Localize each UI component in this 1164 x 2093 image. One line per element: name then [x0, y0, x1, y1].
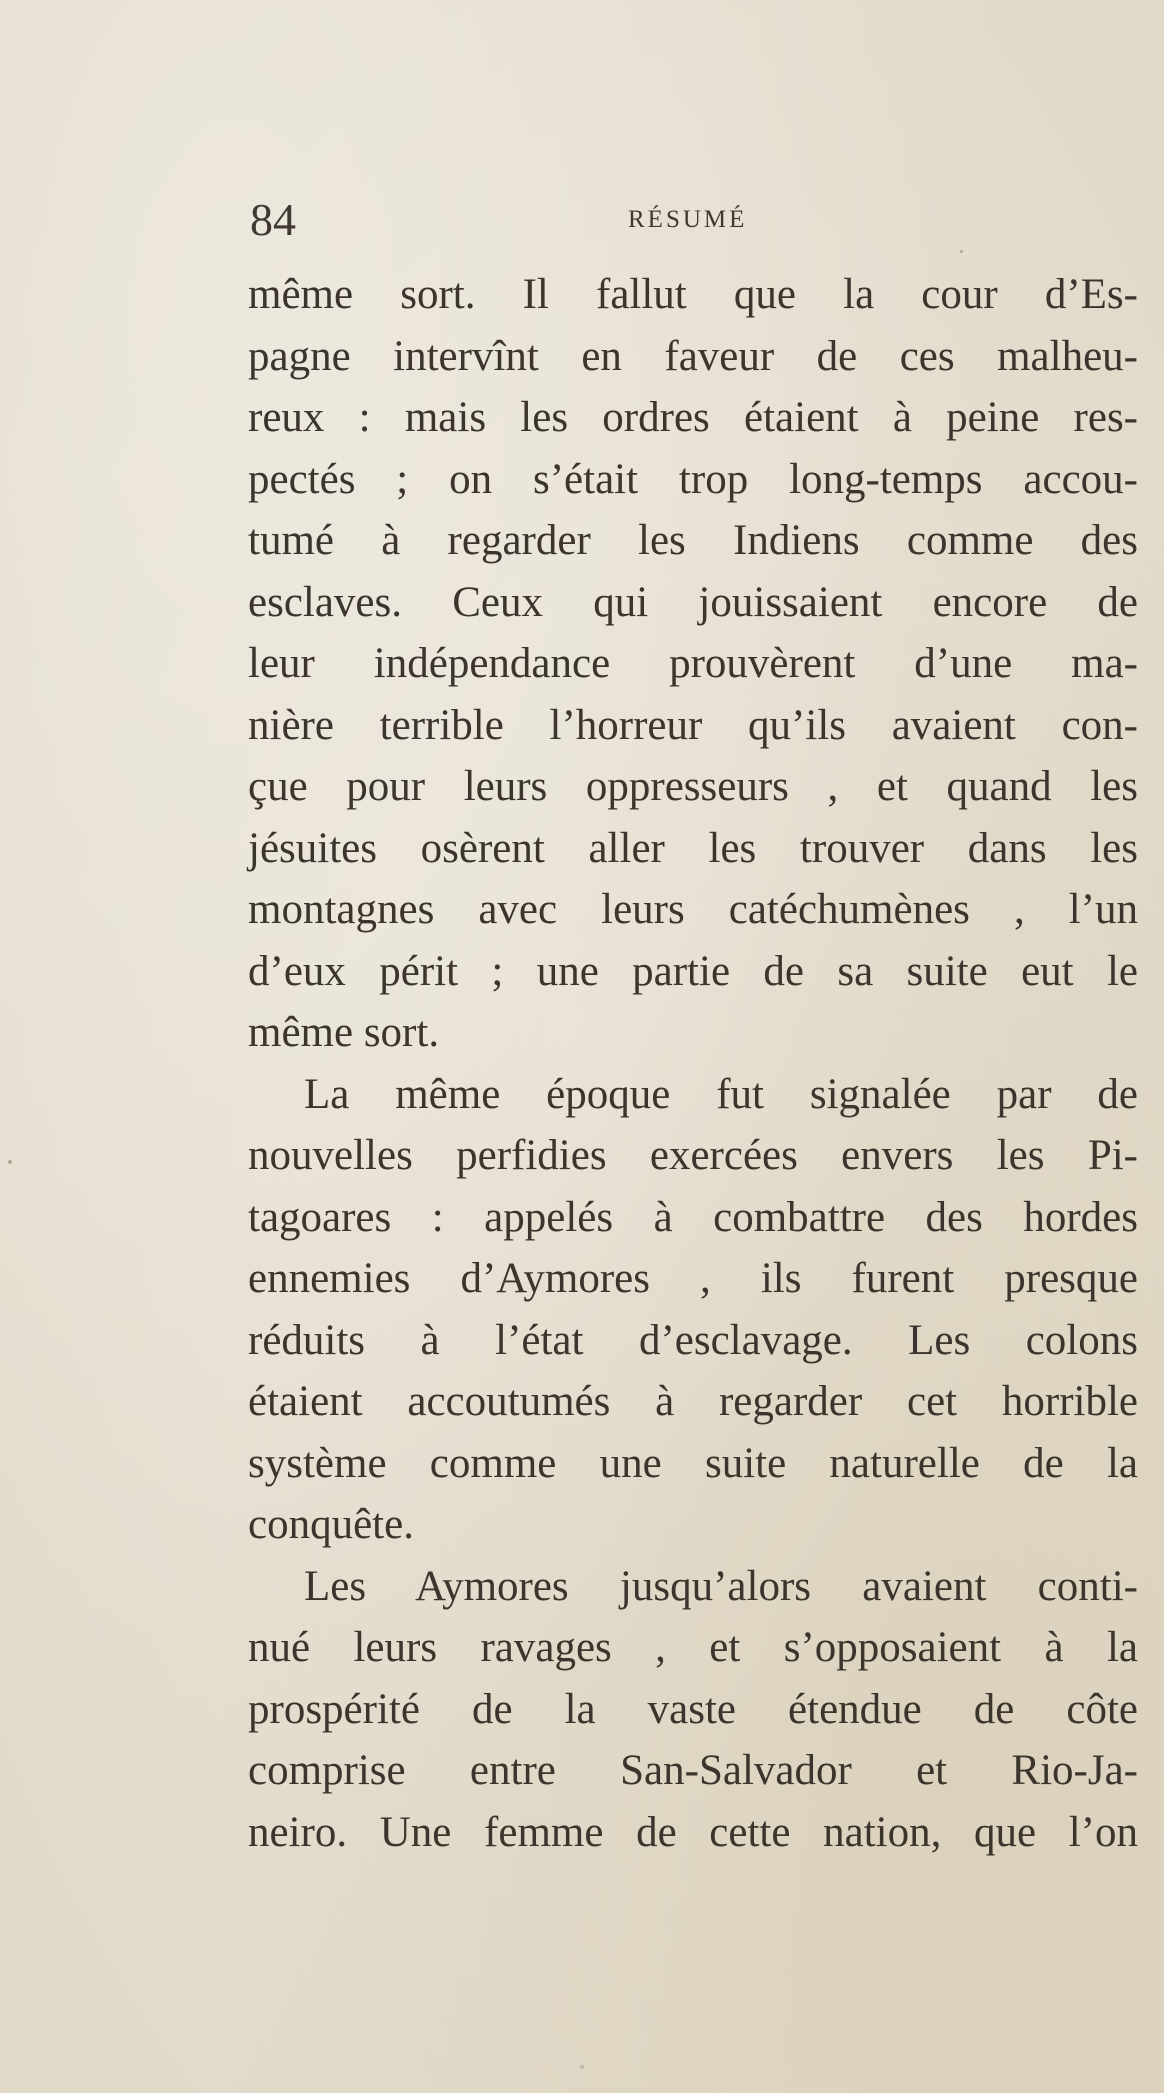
text-line: d’eux périt ; une partie de sa suite eut le	[248, 947, 1138, 995]
paper-speck	[960, 250, 963, 253]
text-line: réduits à l’état d’esclavage. Les colons	[248, 1316, 1138, 1364]
text-line: prospérité de la vaste étendue de côte	[248, 1685, 1138, 1733]
paper-speck	[580, 2065, 584, 2069]
text-line: Les Aymores jusqu’alors avaient conti-	[304, 1562, 1138, 1610]
text-line: neiro. Une femme de cette nation, que l’on	[248, 1808, 1138, 1856]
running-head	[250, 190, 1150, 250]
text-line: pagne intervînt en faveur de ces malheu-	[248, 332, 1138, 380]
text-line: même sort.	[248, 1009, 440, 1056]
text-line: nué leurs ravages , et s’opposaient à la	[248, 1624, 1138, 1671]
text-line: conquête.	[248, 1501, 414, 1548]
text-line: jésuites osèrent aller les trouver dans les	[248, 824, 1138, 872]
text-line: çue pour leurs oppresseurs , et quand les	[248, 763, 1138, 810]
body-text	[248, 264, 1138, 1863]
text-line: étaient accoutumés à regarder cet horrible	[248, 1378, 1138, 1425]
running-title: RÉSUMÉ	[628, 206, 748, 233]
text-line: nière terrible l’horreur qu’ils avaient con-	[248, 701, 1138, 749]
text-line: tagoares : appelés à combattre des hordes	[248, 1193, 1138, 1241]
text-line: ennemies d’Aymores , ils furent presque	[248, 1255, 1138, 1302]
text-line: comprise entre San-Salvador et Rio-Ja-	[248, 1747, 1138, 1794]
text-line: montagnes avec leurs catéchumènes , l’un	[248, 886, 1138, 933]
page-number: 84	[250, 194, 296, 245]
text-line: système comme une suite naturelle de la	[248, 1439, 1138, 1487]
text-line: reux : mais les ordres étaient à peine res-	[248, 394, 1138, 441]
text-line: leur indépendance prouvèrent d’une ma-	[248, 640, 1138, 687]
text-line: La même époque fut signalée par de	[304, 1070, 1138, 1118]
paper-speck	[8, 1160, 12, 1164]
text-line: même sort. Il fallut que la cour d’Es-	[248, 271, 1138, 318]
text-line: esclaves. Ceux qui jouissaient encore de	[248, 578, 1138, 626]
text-line: nouvelles perfidies exercées envers les Pi-	[248, 1132, 1138, 1179]
text-line: pectés ; on s’était trop long-temps accou-	[248, 455, 1138, 503]
text-line: tumé à regarder les Indiens comme des	[248, 517, 1138, 564]
